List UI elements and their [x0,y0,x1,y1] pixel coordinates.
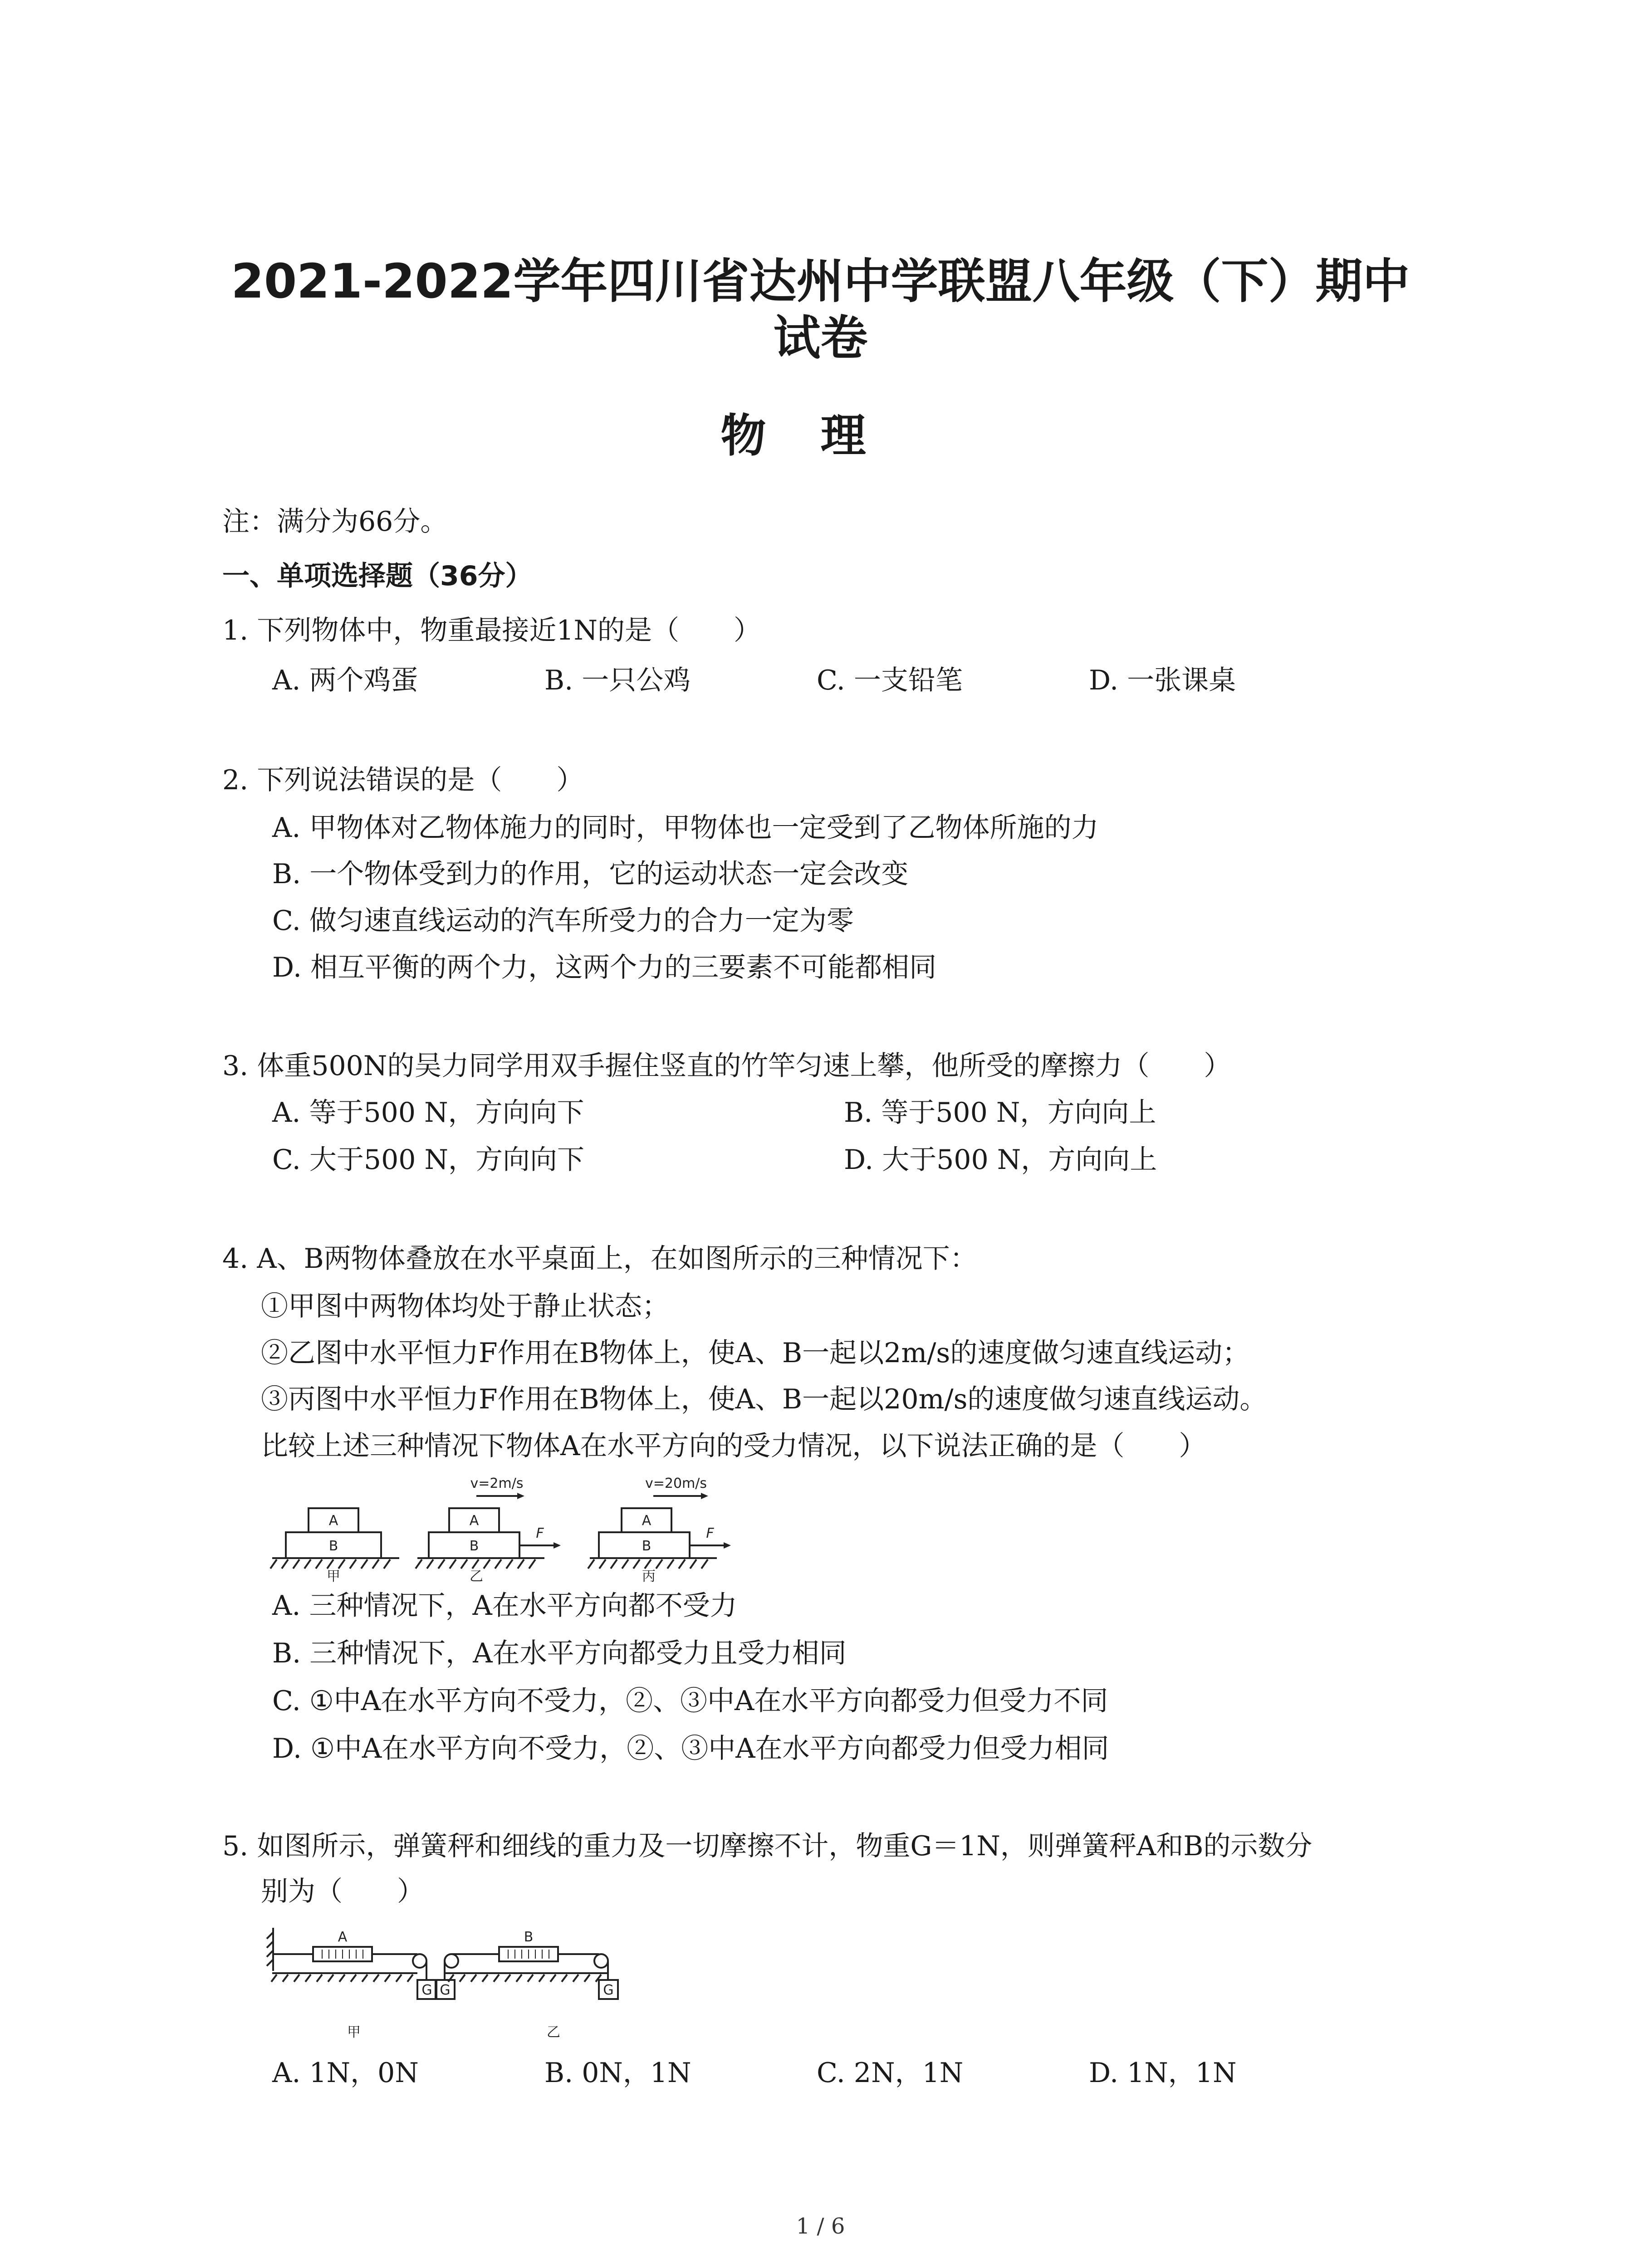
q4-fig-label-b3: B [642,1538,652,1554]
q4-fig-caption-bing: 丙 [642,1569,656,1584]
q4-option-d: D. ①中A在水平方向不受力，②、③中A在水平方向都受力但受力相同 [272,1733,1109,1765]
q4-case-2: ②乙图中水平恒力F作用在B物体上，使A、B一起以2m/s的速度做匀速直线运动； [261,1337,1250,1369]
q1-stem: 1. 下列物体中，物重最接近1N的是（ ） [222,615,761,646]
q4-option-a: A. 三种情况下，A在水平方向都不受力 [272,1590,737,1622]
q5-fig-scale-b-label: B [524,1929,534,1945]
q5-stem: 5. 如图所示，弹簧秤和细线的重力及一切摩擦不计，物重G＝1N，则弹簧秤A和B的示数分 [222,1830,1313,1862]
q2-option-c: C. 做匀速直线运动的汽车所受力的合力一定为零 [272,905,854,937]
q5-option-d: D. 1N，1N [1089,2057,1237,2089]
q5-fig-caption-yi: 乙 [547,2024,560,2040]
q4-question: 比较上述三种情况下物体A在水平方向的受力情况，以下说法正确的是（ ） [261,1430,1206,1462]
q4-case-1: ①甲图中两物体均处于静止状态； [261,1290,669,1322]
q5-option-b: B. 0N，1N [544,2057,691,2089]
q5-fig-caption-jia: 甲 [347,2024,361,2040]
q5-stem-continued: 别为（ ） [261,1876,424,1907]
q4-stem: 4. A、B两物体叠放在水平桌面上，在如图所示的三种情况下： [222,1243,977,1275]
q4-option-c: C. ①中A在水平方向不受力，②、③中A在水平方向都受力但受力不同 [272,1685,1108,1717]
q4-fig-caption-jia: 甲 [327,1569,340,1584]
q4-fig-label-a1: A [328,1513,338,1529]
q3-option-b: B. 等于500 N，方向向上 [844,1097,1156,1129]
q3-stem: 3. 体重500N的吴力同学用双手握住竖直的竹竿匀速上攀，他所受的摩擦力（ ） [222,1050,1231,1082]
q1-option-d: D. 一张课桌 [1089,665,1236,696]
q4-fig-label-b2: B [469,1538,479,1554]
q3-option-a: A. 等于500 N，方向向下 [272,1097,584,1129]
q3-option-d: D. 大于500 N，方向向上 [844,1144,1157,1176]
q2-option-a: A. 甲物体对乙物体施力的同时，甲物体也一定受到了乙物体所施的力 [272,812,1099,844]
q4-figure [263,1470,798,1588]
q5-option-c: C. 2N，1N [817,2057,964,2089]
q4-fig-label-a3: A [642,1513,652,1529]
exam-title-line1: 2021-2022学年四川省达州中学联盟八年级（下）期中 [231,254,1410,309]
score-note: 注：满分为66分。 [222,506,448,538]
q1-option-b: B. 一只公鸡 [544,665,691,696]
q4-fig-force-3: F [706,1525,714,1541]
q5-figure [263,1914,662,2050]
page-number: 1 / 6 [796,2214,845,2239]
q4-fig-force-2: F [536,1525,544,1541]
q4-fig-speed-2: v=2m/s [470,1476,524,1491]
q5-fig-weight-2: G [440,1982,451,1998]
q4-fig-label-a2: A [469,1513,479,1529]
q1-option-a: A. 两个鸡蛋 [272,665,418,696]
q5-fig-scale-a-label: A [338,1929,348,1945]
q5-option-a: A. 1N，0N [272,2057,419,2089]
subject-title: 物理 [720,409,921,462]
q4-fig-caption-yi: 乙 [470,1569,483,1584]
q2-stem: 2. 下列说法错误的是（ ） [222,764,584,796]
q2-option-d: D. 相互平衡的两个力，这两个力的三要素不可能都相同 [272,952,937,983]
q1-option-c: C. 一支铅笔 [817,665,963,696]
section-heading: 一、单项选择题（36分） [222,560,533,592]
q3-option-c: C. 大于500 N，方向向下 [272,1144,585,1176]
q5-fig-weight-1: G [421,1982,432,1998]
q4-option-b: B. 三种情况下，A在水平方向都受力且受力相同 [272,1637,847,1669]
q4-fig-label-b1: B [328,1538,338,1554]
exam-title-line2: 试卷 [773,310,868,366]
q2-option-b: B. 一个物体受到力的作用，它的运动状态一定会改变 [272,858,909,890]
q5-fig-weight-3: G [603,1982,614,1998]
q4-fig-speed-3: v=20m/s [645,1476,707,1491]
q4-case-3: ③丙图中水平恒力F作用在B物体上，使A、B一起以20m/s的速度做匀速直线运动。 [261,1383,1267,1415]
